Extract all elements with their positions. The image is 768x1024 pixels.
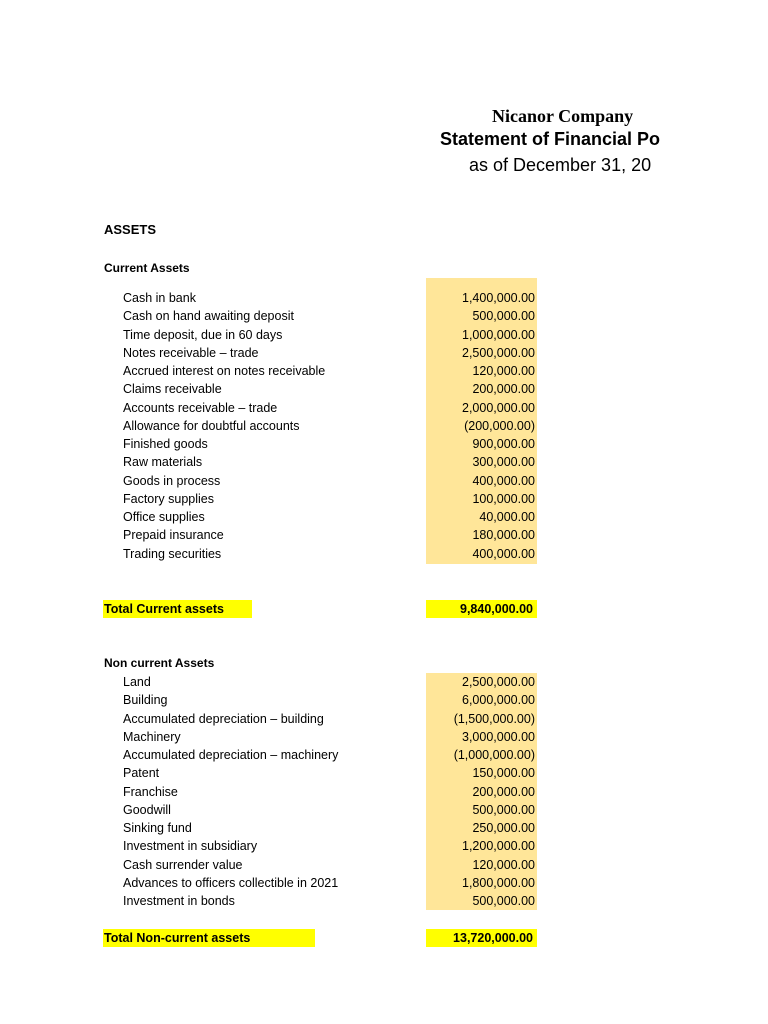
asset-amount: 1,200,000.00 bbox=[462, 839, 535, 854]
asset-row bbox=[0, 491, 768, 509]
asset-row bbox=[0, 290, 768, 308]
noncurrent-assets-heading: Non current Assets bbox=[104, 656, 215, 670]
asset-row bbox=[0, 454, 768, 472]
asset-row bbox=[0, 674, 768, 692]
asset-amount: 1,400,000.00 bbox=[462, 291, 535, 305]
asset-label: Accumulated depreciation – building bbox=[123, 711, 324, 726]
asset-row bbox=[0, 436, 768, 454]
asset-row bbox=[0, 345, 768, 363]
asset-row bbox=[0, 820, 768, 838]
total-current-assets-label: Total Current assets bbox=[103, 600, 252, 618]
asset-amount: 400,000.00 bbox=[472, 546, 535, 561]
asset-label: Time deposit, due in 60 days bbox=[123, 327, 283, 342]
asset-amount: 1,000,000.00 bbox=[462, 327, 535, 342]
asset-amount: 6,000,000.00 bbox=[462, 693, 535, 708]
asset-amount: 250,000.00 bbox=[472, 821, 535, 835]
asset-label: Investment in bonds bbox=[123, 894, 235, 908]
asset-row bbox=[0, 473, 768, 491]
asset-row bbox=[0, 418, 768, 436]
asset-label: Allowance for doubtful accounts bbox=[123, 418, 300, 433]
asset-label: Goodwill bbox=[123, 802, 171, 817]
asset-row bbox=[0, 838, 768, 856]
asset-label: Franchise bbox=[123, 784, 178, 799]
asset-label: Building bbox=[123, 693, 168, 708]
total-current-assets-amount: 9,840,000.00 bbox=[426, 600, 537, 618]
asset-label: Cash in bank bbox=[123, 291, 196, 305]
asset-label: Machinery bbox=[123, 729, 181, 744]
asset-row bbox=[0, 893, 768, 911]
company-name: Nicanor Company bbox=[492, 106, 634, 126]
asset-amount: 3,000,000.00 bbox=[462, 729, 535, 744]
asset-row bbox=[0, 747, 768, 765]
asset-amount: (1,000,000.00) bbox=[453, 748, 535, 762]
asset-row bbox=[0, 875, 768, 893]
asset-row bbox=[0, 327, 768, 345]
asset-amount: 500,000.00 bbox=[472, 802, 535, 817]
asset-label: Investment in subsidiary bbox=[123, 839, 258, 854]
asset-row bbox=[0, 546, 768, 564]
asset-row bbox=[0, 729, 768, 747]
asset-label: Notes receivable – trade bbox=[123, 345, 259, 360]
asset-label: Goods in process bbox=[123, 473, 221, 488]
asset-row bbox=[0, 784, 768, 802]
asset-row bbox=[0, 711, 768, 729]
asset-label: Advances to officers collectible in 2021 bbox=[123, 875, 339, 890]
asset-amount: 900,000.00 bbox=[472, 437, 535, 451]
asset-amount: (1,500,000.00) bbox=[453, 711, 535, 726]
asset-amount: 100,000.00 bbox=[472, 491, 535, 506]
asset-amount: 200,000.00 bbox=[472, 382, 535, 397]
asset-amount: 40,000.00 bbox=[479, 510, 535, 524]
total-noncurrent-assets-amount: 13,720,000.00 bbox=[426, 929, 537, 947]
asset-label: Finished goods bbox=[123, 437, 208, 451]
asset-row bbox=[0, 381, 768, 399]
asset-row bbox=[0, 802, 768, 820]
asset-amount: 180,000.00 bbox=[472, 528, 535, 543]
asset-label: Factory supplies bbox=[123, 491, 215, 506]
asset-amount: 1,800,000.00 bbox=[462, 875, 535, 890]
asset-amount: 2,500,000.00 bbox=[462, 675, 535, 689]
asset-label: Cash surrender value bbox=[123, 857, 243, 872]
asset-row bbox=[0, 857, 768, 875]
asset-amount: 400,000.00 bbox=[472, 473, 535, 488]
asset-label: Sinking fund bbox=[123, 821, 192, 835]
asset-label: Trading securities bbox=[123, 546, 222, 561]
asset-row bbox=[0, 765, 768, 783]
asset-row bbox=[0, 308, 768, 326]
asset-label: Prepaid insurance bbox=[123, 528, 224, 543]
asset-label: Cash on hand awaiting deposit bbox=[123, 309, 294, 324]
asset-amount: (200,000.00) bbox=[464, 418, 535, 433]
asset-label: Land bbox=[123, 675, 151, 689]
asset-label: Raw materials bbox=[123, 455, 203, 470]
assets-heading: ASSETS bbox=[104, 222, 157, 237]
statement-title: Statement of Financial Po bbox=[440, 129, 661, 149]
asset-label: Accounts receivable – trade bbox=[123, 400, 278, 415]
asset-amount: 500,000.00 bbox=[472, 309, 535, 324]
statement-date: as of December 31, 20 bbox=[469, 155, 652, 175]
asset-label: Office supplies bbox=[123, 510, 205, 524]
asset-row bbox=[0, 363, 768, 381]
asset-amount: 2,500,000.00 bbox=[462, 345, 535, 360]
asset-amount: 2,000,000.00 bbox=[462, 400, 535, 415]
total-noncurrent-assets-label: Total Non-current assets bbox=[103, 929, 315, 947]
asset-amount: 300,000.00 bbox=[472, 455, 535, 470]
asset-row bbox=[0, 692, 768, 710]
asset-amount: 150,000.00 bbox=[472, 766, 535, 781]
asset-amount: 120,000.00 bbox=[472, 857, 535, 872]
asset-label: Accrued interest on notes receivable bbox=[123, 364, 326, 378]
asset-amount: 120,000.00 bbox=[472, 364, 535, 378]
asset-amount: 200,000.00 bbox=[472, 784, 535, 799]
current-assets-heading: Current Assets bbox=[104, 261, 190, 275]
asset-label: Accumulated depreciation – machinery bbox=[123, 748, 339, 762]
asset-row bbox=[0, 509, 768, 527]
asset-label: Patent bbox=[123, 766, 160, 781]
asset-row bbox=[0, 400, 768, 418]
asset-row bbox=[0, 527, 768, 545]
asset-label: Claims receivable bbox=[123, 382, 222, 397]
asset-amount: 500,000.00 bbox=[472, 894, 535, 908]
